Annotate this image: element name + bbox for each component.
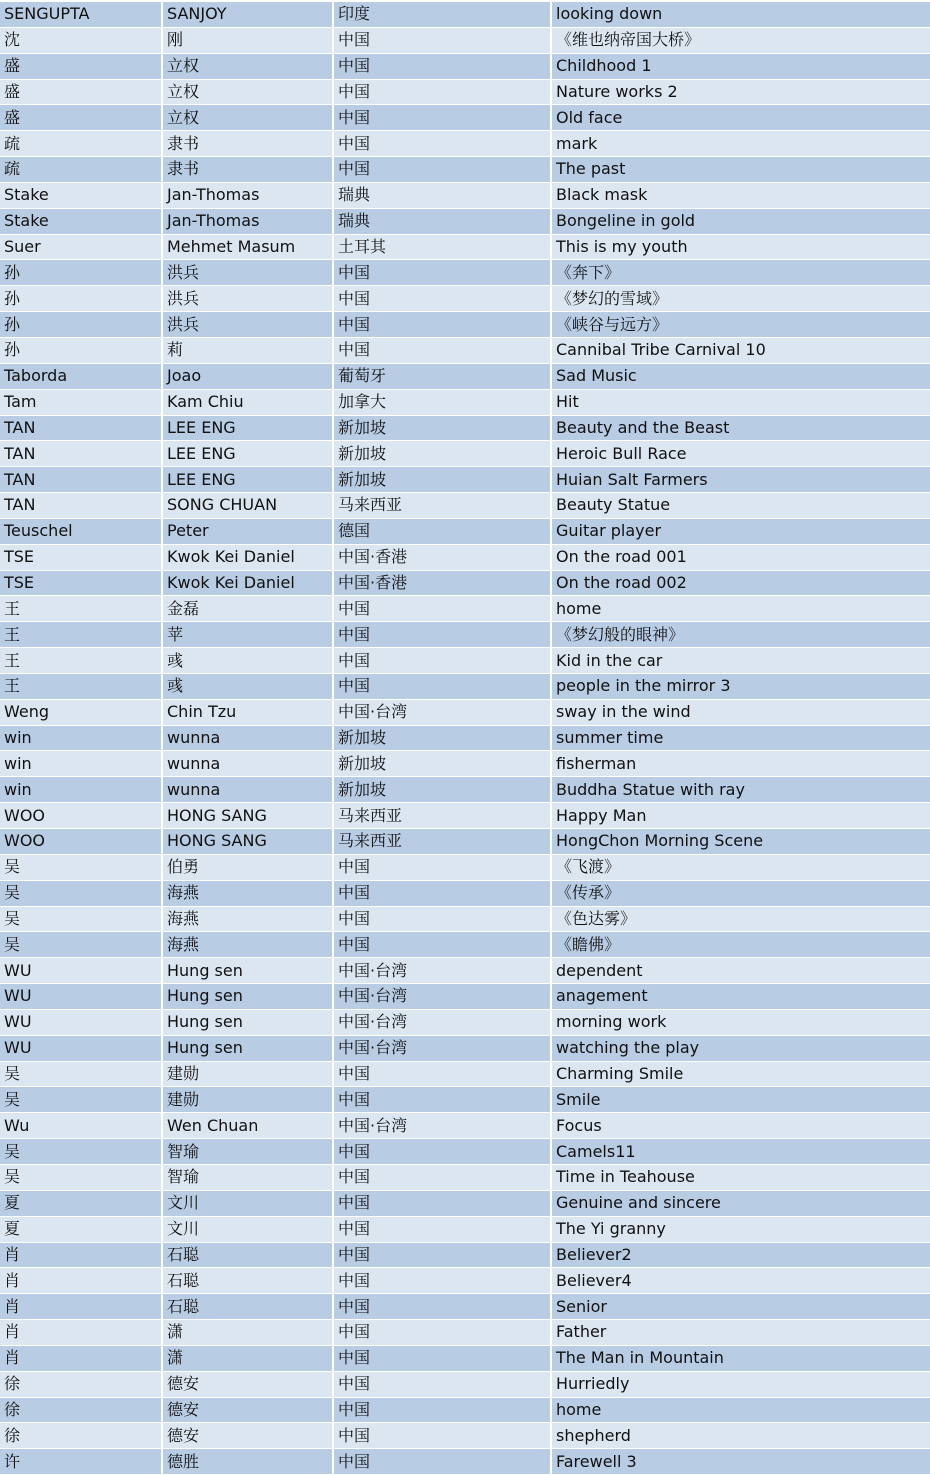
table-row xyxy=(0,932,930,958)
surname-cell: TAN xyxy=(0,493,163,519)
title-cell: people in the mirror 3 xyxy=(552,674,930,700)
surname-cell: WU xyxy=(0,1036,163,1062)
surname-cell: TAN xyxy=(0,467,163,493)
table-row xyxy=(0,312,930,338)
surname-cell: 沈 xyxy=(0,28,163,54)
surname-cell: 吴 xyxy=(0,1165,163,1191)
given-name-cell: wunna xyxy=(163,777,334,803)
country-cell: 中国 xyxy=(334,105,552,131)
country-cell: 中国 xyxy=(334,932,552,958)
title-cell: Camels11 xyxy=(552,1139,930,1165)
title-cell: Heroic Bull Race xyxy=(552,441,930,467)
country-cell: 中国 xyxy=(334,648,552,674)
table-row xyxy=(0,1372,930,1398)
surname-cell: Wu xyxy=(0,1113,163,1139)
given-name-cell: 智瑜 xyxy=(163,1165,334,1191)
country-cell: 新加坡 xyxy=(334,726,552,752)
title-cell: Genuine and sincere xyxy=(552,1191,930,1217)
given-name-cell: 彧 xyxy=(163,648,334,674)
given-name-cell: 石聪 xyxy=(163,1243,334,1269)
country-cell: 中国 xyxy=(334,1243,552,1269)
table-row xyxy=(0,1398,930,1424)
table-row xyxy=(0,1010,930,1036)
title-cell: morning work xyxy=(552,1010,930,1036)
title-cell: On the road 002 xyxy=(552,571,930,597)
country-cell: 中国·香港 xyxy=(334,545,552,571)
surname-cell: WOO xyxy=(0,803,163,829)
table-row xyxy=(0,416,930,442)
table-row xyxy=(0,674,930,700)
table-row xyxy=(0,260,930,286)
country-cell: 中国 xyxy=(334,1139,552,1165)
table-row xyxy=(0,519,930,545)
surname-cell: WU xyxy=(0,1010,163,1036)
table-row xyxy=(0,364,930,390)
table-row xyxy=(0,1294,930,1320)
given-name-cell: 建勋 xyxy=(163,1062,334,1088)
title-cell: Time in Teahouse xyxy=(552,1165,930,1191)
title-cell: 《梦幻的雪域》 xyxy=(552,286,930,312)
country-cell: 中国 xyxy=(334,622,552,648)
country-cell: 中国 xyxy=(334,1062,552,1088)
surname-cell: 盛 xyxy=(0,105,163,131)
given-name-cell: 智瑜 xyxy=(163,1139,334,1165)
table-body xyxy=(0,2,930,1475)
surname-cell: 徐 xyxy=(0,1398,163,1424)
given-name-cell: 潇 xyxy=(163,1346,334,1372)
surname-cell: 王 xyxy=(0,596,163,622)
surname-cell: Stake xyxy=(0,183,163,209)
table-row xyxy=(0,54,930,80)
table-row xyxy=(0,235,930,261)
title-cell: 《传承》 xyxy=(552,881,930,907)
country-cell: 中国·台湾 xyxy=(334,1113,552,1139)
given-name-cell: 立权 xyxy=(163,54,334,80)
title-cell: On the road 001 xyxy=(552,545,930,571)
table-row xyxy=(0,907,930,933)
title-cell: HongChon Morning Scene xyxy=(552,829,930,855)
given-name-cell: 洪兵 xyxy=(163,260,334,286)
surname-cell: Tam xyxy=(0,390,163,416)
table-row xyxy=(0,2,930,28)
table-row xyxy=(0,803,930,829)
surname-cell: TAN xyxy=(0,441,163,467)
surname-cell: Suer xyxy=(0,235,163,261)
table-row xyxy=(0,855,930,881)
given-name-cell: Peter xyxy=(163,519,334,545)
given-name-cell: Hung sen xyxy=(163,984,334,1010)
table-row xyxy=(0,131,930,157)
given-name-cell: Hung sen xyxy=(163,1036,334,1062)
surname-cell: 夏 xyxy=(0,1191,163,1217)
given-name-cell: 海燕 xyxy=(163,907,334,933)
title-cell: Childhood 1 xyxy=(552,54,930,80)
title-cell: Old face xyxy=(552,105,930,131)
given-name-cell: 德安 xyxy=(163,1398,334,1424)
country-cell: 加拿大 xyxy=(334,390,552,416)
table-row xyxy=(0,1036,930,1062)
country-cell: 中国 xyxy=(334,157,552,183)
given-name-cell: Hung sen xyxy=(163,1010,334,1036)
country-cell: 中国 xyxy=(334,1165,552,1191)
country-cell: 德国 xyxy=(334,519,552,545)
title-cell: dependent xyxy=(552,958,930,984)
table-row xyxy=(0,1113,930,1139)
country-cell: 中国 xyxy=(334,338,552,364)
given-name-cell: SONG CHUAN xyxy=(163,493,334,519)
table-row xyxy=(0,1346,930,1372)
given-name-cell: 海燕 xyxy=(163,932,334,958)
given-name-cell: Kwok Kei Daniel xyxy=(163,571,334,597)
country-cell: 中国 xyxy=(334,1294,552,1320)
given-name-cell: 莉 xyxy=(163,338,334,364)
surname-cell: 吴 xyxy=(0,881,163,907)
surname-cell: 徐 xyxy=(0,1372,163,1398)
given-name-cell: 文川 xyxy=(163,1191,334,1217)
table-row xyxy=(0,726,930,752)
given-name-cell: 隶书 xyxy=(163,157,334,183)
title-cell: looking down xyxy=(552,2,930,28)
given-name-cell: 潇 xyxy=(163,1320,334,1346)
table-row xyxy=(0,209,930,235)
surname-cell: 疏 xyxy=(0,157,163,183)
country-cell: 中国 xyxy=(334,1398,552,1424)
given-name-cell: HONG SANG xyxy=(163,803,334,829)
given-name-cell: 海燕 xyxy=(163,881,334,907)
country-cell: 中国 xyxy=(334,286,552,312)
table-row xyxy=(0,1139,930,1165)
surname-cell: Teuschel xyxy=(0,519,163,545)
surname-cell: 吴 xyxy=(0,855,163,881)
given-name-cell: 隶书 xyxy=(163,131,334,157)
surname-cell: win xyxy=(0,777,163,803)
table-row xyxy=(0,545,930,571)
country-cell: 印度 xyxy=(334,2,552,28)
table-row xyxy=(0,1087,930,1113)
given-name-cell: LEE ENG xyxy=(163,441,334,467)
table-row xyxy=(0,183,930,209)
given-name-cell: 刚 xyxy=(163,28,334,54)
given-name-cell: 立权 xyxy=(163,105,334,131)
surname-cell: 肖 xyxy=(0,1320,163,1346)
surname-cell: SENGUPTA xyxy=(0,2,163,28)
title-cell: Huian Salt Farmers xyxy=(552,467,930,493)
title-cell: Sad Music xyxy=(552,364,930,390)
given-name-cell: 建勋 xyxy=(163,1087,334,1113)
title-cell: fisherman xyxy=(552,751,930,777)
title-cell: Bongeline in gold xyxy=(552,209,930,235)
country-cell: 中国 xyxy=(334,907,552,933)
given-name-cell: HONG SANG xyxy=(163,829,334,855)
table-row xyxy=(0,157,930,183)
given-name-cell: 苹 xyxy=(163,622,334,648)
title-cell: summer time xyxy=(552,726,930,752)
given-name-cell: 德安 xyxy=(163,1372,334,1398)
title-cell: 《飞渡》 xyxy=(552,855,930,881)
country-cell: 中国 xyxy=(334,1217,552,1243)
title-cell: Buddha Statue with ray xyxy=(552,777,930,803)
title-cell: The Man in Mountain xyxy=(552,1346,930,1372)
title-cell: Guitar player xyxy=(552,519,930,545)
table-row xyxy=(0,1268,930,1294)
country-cell: 中国 xyxy=(334,80,552,106)
title-cell: Charming Smile xyxy=(552,1062,930,1088)
table-row xyxy=(0,1449,930,1475)
surname-cell: 王 xyxy=(0,622,163,648)
table-row xyxy=(0,493,930,519)
table-row xyxy=(0,441,930,467)
title-cell: home xyxy=(552,596,930,622)
table-row xyxy=(0,596,930,622)
given-name-cell: Hung sen xyxy=(163,958,334,984)
country-cell: 中国·香港 xyxy=(334,571,552,597)
country-cell: 中国 xyxy=(334,1191,552,1217)
surname-cell: 孙 xyxy=(0,312,163,338)
given-name-cell: 文川 xyxy=(163,1217,334,1243)
given-name-cell: SANJOY xyxy=(163,2,334,28)
surname-cell: Taborda xyxy=(0,364,163,390)
given-name-cell: wunna xyxy=(163,726,334,752)
country-cell: 中国 xyxy=(334,131,552,157)
surname-cell: 孙 xyxy=(0,260,163,286)
given-name-cell: Chin Tzu xyxy=(163,700,334,726)
surname-cell: 吴 xyxy=(0,1087,163,1113)
country-cell: 中国 xyxy=(334,1449,552,1475)
title-cell: Beauty and the Beast xyxy=(552,416,930,442)
table-row xyxy=(0,1217,930,1243)
title-cell: Focus xyxy=(552,1113,930,1139)
title-cell: This is my youth xyxy=(552,235,930,261)
surname-cell: TSE xyxy=(0,571,163,597)
country-cell: 中国 xyxy=(334,312,552,338)
surname-cell: win xyxy=(0,751,163,777)
country-cell: 中国 xyxy=(334,596,552,622)
table-row xyxy=(0,1191,930,1217)
title-cell: shepherd xyxy=(552,1423,930,1449)
given-name-cell: Jan-Thomas xyxy=(163,183,334,209)
table-row xyxy=(0,881,930,907)
table-row xyxy=(0,80,930,106)
country-cell: 马来西亚 xyxy=(334,829,552,855)
title-cell: Farewell 3 xyxy=(552,1449,930,1475)
surname-cell: 盛 xyxy=(0,80,163,106)
table-row xyxy=(0,28,930,54)
title-cell: 《维也纳帝国大桥》 xyxy=(552,28,930,54)
surname-cell: 疏 xyxy=(0,131,163,157)
surname-cell: 孙 xyxy=(0,286,163,312)
title-cell: Kid in the car xyxy=(552,648,930,674)
surname-cell: 吴 xyxy=(0,932,163,958)
table-row xyxy=(0,105,930,131)
table-row xyxy=(0,1320,930,1346)
table-row xyxy=(0,751,930,777)
table-row xyxy=(0,286,930,312)
table-row xyxy=(0,1243,930,1269)
country-cell: 中国 xyxy=(334,1372,552,1398)
country-cell: 马来西亚 xyxy=(334,493,552,519)
surname-cell: 孙 xyxy=(0,338,163,364)
table-row xyxy=(0,571,930,597)
country-cell: 中国·台湾 xyxy=(334,1010,552,1036)
country-cell: 中国 xyxy=(334,674,552,700)
title-cell: Smile xyxy=(552,1087,930,1113)
surname-cell: 夏 xyxy=(0,1217,163,1243)
title-cell: Believer4 xyxy=(552,1268,930,1294)
given-name-cell: 德安 xyxy=(163,1423,334,1449)
table-row xyxy=(0,467,930,493)
table-row xyxy=(0,777,930,803)
country-cell: 中国·台湾 xyxy=(334,700,552,726)
title-cell: 《梦幻般的眼神》 xyxy=(552,622,930,648)
given-name-cell: 石聪 xyxy=(163,1294,334,1320)
surname-cell: 王 xyxy=(0,674,163,700)
surname-cell: WOO xyxy=(0,829,163,855)
surname-cell: 肖 xyxy=(0,1243,163,1269)
title-cell: 《奔下》 xyxy=(552,260,930,286)
surname-cell: 吴 xyxy=(0,1062,163,1088)
title-cell: anagement xyxy=(552,984,930,1010)
surname-cell: 吴 xyxy=(0,907,163,933)
table-row xyxy=(0,958,930,984)
given-name-cell: Kwok Kei Daniel xyxy=(163,545,334,571)
title-cell: Black mask xyxy=(552,183,930,209)
given-name-cell: 伯勇 xyxy=(163,855,334,881)
surname-cell: 徐 xyxy=(0,1423,163,1449)
table-row xyxy=(0,1062,930,1088)
surname-cell: 许 xyxy=(0,1449,163,1475)
surname-cell: Stake xyxy=(0,209,163,235)
title-cell: Hit xyxy=(552,390,930,416)
given-name-cell: 立权 xyxy=(163,80,334,106)
table-row xyxy=(0,622,930,648)
given-name-cell: Wen Chuan xyxy=(163,1113,334,1139)
country-cell: 中国 xyxy=(334,1320,552,1346)
country-cell: 中国 xyxy=(334,1087,552,1113)
title-cell: Nature works 2 xyxy=(552,80,930,106)
title-cell: Cannibal Tribe Carnival 10 xyxy=(552,338,930,364)
title-cell: Father xyxy=(552,1320,930,1346)
country-cell: 新加坡 xyxy=(334,441,552,467)
surname-cell: TSE xyxy=(0,545,163,571)
country-cell: 马来西亚 xyxy=(334,803,552,829)
given-name-cell: Jan-Thomas xyxy=(163,209,334,235)
table-row xyxy=(0,829,930,855)
surname-cell: Weng xyxy=(0,700,163,726)
given-name-cell: 金磊 xyxy=(163,596,334,622)
country-cell: 新加坡 xyxy=(334,416,552,442)
given-name-cell: 德胜 xyxy=(163,1449,334,1475)
given-name-cell: 彧 xyxy=(163,674,334,700)
table-row xyxy=(0,984,930,1010)
table-row xyxy=(0,648,930,674)
title-cell: mark xyxy=(552,131,930,157)
country-cell: 中国 xyxy=(334,28,552,54)
entries-table xyxy=(0,2,930,1475)
title-cell: sway in the wind xyxy=(552,700,930,726)
country-cell: 瑞典 xyxy=(334,183,552,209)
country-cell: 中国·台湾 xyxy=(334,984,552,1010)
country-cell: 新加坡 xyxy=(334,751,552,777)
given-name-cell: LEE ENG xyxy=(163,416,334,442)
country-cell: 瑞典 xyxy=(334,209,552,235)
surname-cell: 王 xyxy=(0,648,163,674)
country-cell: 葡萄牙 xyxy=(334,364,552,390)
table-row xyxy=(0,1423,930,1449)
country-cell: 中国 xyxy=(334,881,552,907)
country-cell: 中国·台湾 xyxy=(334,958,552,984)
surname-cell: TAN xyxy=(0,416,163,442)
surname-cell: 肖 xyxy=(0,1294,163,1320)
table-row xyxy=(0,700,930,726)
title-cell: Senior xyxy=(552,1294,930,1320)
given-name-cell: 石聪 xyxy=(163,1268,334,1294)
table-row xyxy=(0,1165,930,1191)
title-cell: 《瞻佛》 xyxy=(552,932,930,958)
surname-cell: WU xyxy=(0,958,163,984)
country-cell: 中国 xyxy=(334,1423,552,1449)
country-cell: 新加坡 xyxy=(334,467,552,493)
title-cell: Happy Man xyxy=(552,803,930,829)
country-cell: 中国·台湾 xyxy=(334,1036,552,1062)
title-cell: The past xyxy=(552,157,930,183)
title-cell: The Yi granny xyxy=(552,1217,930,1243)
title-cell: watching the play xyxy=(552,1036,930,1062)
country-cell: 中国 xyxy=(334,260,552,286)
country-cell: 中国 xyxy=(334,1268,552,1294)
title-cell: 《色达雾》 xyxy=(552,907,930,933)
given-name-cell: wunna xyxy=(163,751,334,777)
surname-cell: win xyxy=(0,726,163,752)
country-cell: 中国 xyxy=(334,1346,552,1372)
country-cell: 中国 xyxy=(334,855,552,881)
given-name-cell: LEE ENG xyxy=(163,467,334,493)
title-cell: Hurriedly xyxy=(552,1372,930,1398)
given-name-cell: 洪兵 xyxy=(163,312,334,338)
surname-cell: WU xyxy=(0,984,163,1010)
table-row xyxy=(0,390,930,416)
country-cell: 土耳其 xyxy=(334,235,552,261)
surname-cell: 吴 xyxy=(0,1139,163,1165)
given-name-cell: Mehmet Masum xyxy=(163,235,334,261)
title-cell: home xyxy=(552,1398,930,1424)
surname-cell: 盛 xyxy=(0,54,163,80)
given-name-cell: Joao xyxy=(163,364,334,390)
given-name-cell: Kam Chiu xyxy=(163,390,334,416)
title-cell: Believer2 xyxy=(552,1243,930,1269)
country-cell: 中国 xyxy=(334,54,552,80)
surname-cell: 肖 xyxy=(0,1346,163,1372)
table-row xyxy=(0,338,930,364)
title-cell: 《峡谷与远方》 xyxy=(552,312,930,338)
title-cell: Beauty Statue xyxy=(552,493,930,519)
country-cell: 新加坡 xyxy=(334,777,552,803)
given-name-cell: 洪兵 xyxy=(163,286,334,312)
surname-cell: 肖 xyxy=(0,1268,163,1294)
